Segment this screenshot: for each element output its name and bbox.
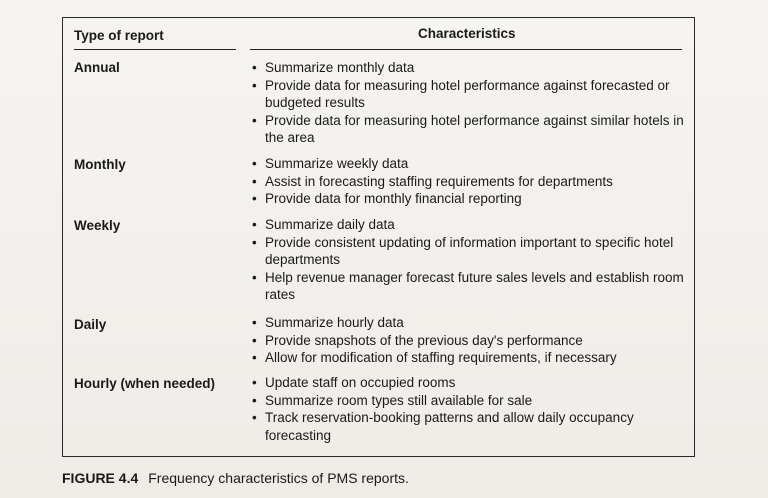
row-label-daily: Daily — [74, 317, 107, 332]
figure-caption — [62, 470, 409, 486]
row-label-hourly: Hourly (when needed) — [74, 376, 216, 391]
row-label-monthly: Monthly — [74, 157, 126, 172]
row-label-annual: Annual — [74, 60, 120, 75]
list-item: • Help revenue manager forecast future sales levels and establish room rates — [252, 269, 687, 304]
column-header-characteristics: Characteristics — [418, 26, 516, 41]
row-label-weekly: Weekly — [74, 218, 121, 233]
header-rule-right — [250, 49, 682, 50]
table-header — [62, 24, 682, 48]
list-item: • Provide data for monthly financial reporting — [252, 190, 687, 208]
list-item: • Assist in forecasting staffing requirements for departments — [252, 173, 687, 191]
figure-number: FIGURE 4.4 — [62, 470, 139, 486]
caption-text: Frequency characteristics of PMS reports. — [148, 470, 409, 486]
row-items-annual — [252, 59, 687, 147]
list-item: • Update staff on occupied rooms — [252, 374, 687, 392]
row-items-daily — [252, 314, 687, 367]
list-item: • Track reservation-booking patterns and allow daily occupancy forecasting — [252, 409, 687, 444]
list-item: • Summarize hourly data — [252, 314, 687, 332]
list-item: • Summarize weekly data — [252, 155, 687, 173]
list-item: • Summarize daily data — [252, 216, 687, 234]
list-item: • Summarize monthly data — [252, 59, 687, 77]
row-items-weekly — [252, 216, 687, 304]
row-items-monthly — [252, 155, 687, 208]
list-item: • Provide data for measuring hotel performance against forecasted or budgeted results — [252, 77, 687, 112]
header-rule-left — [74, 49, 236, 50]
column-header-type: Type of report — [74, 28, 164, 43]
list-item: • Allow for modification of staffing requirements, if necessary — [252, 349, 687, 367]
row-items-hourly — [252, 374, 687, 444]
list-item: • Provide snapshots of the previous day's performance — [252, 332, 687, 350]
list-item: • Summarize room types still available for sale — [252, 392, 687, 410]
list-item: • Provide consistent updating of information important to specific hotel departments — [252, 234, 687, 269]
list-item: • Provide data for measuring hotel performance against similar hotels in the area — [252, 112, 687, 147]
